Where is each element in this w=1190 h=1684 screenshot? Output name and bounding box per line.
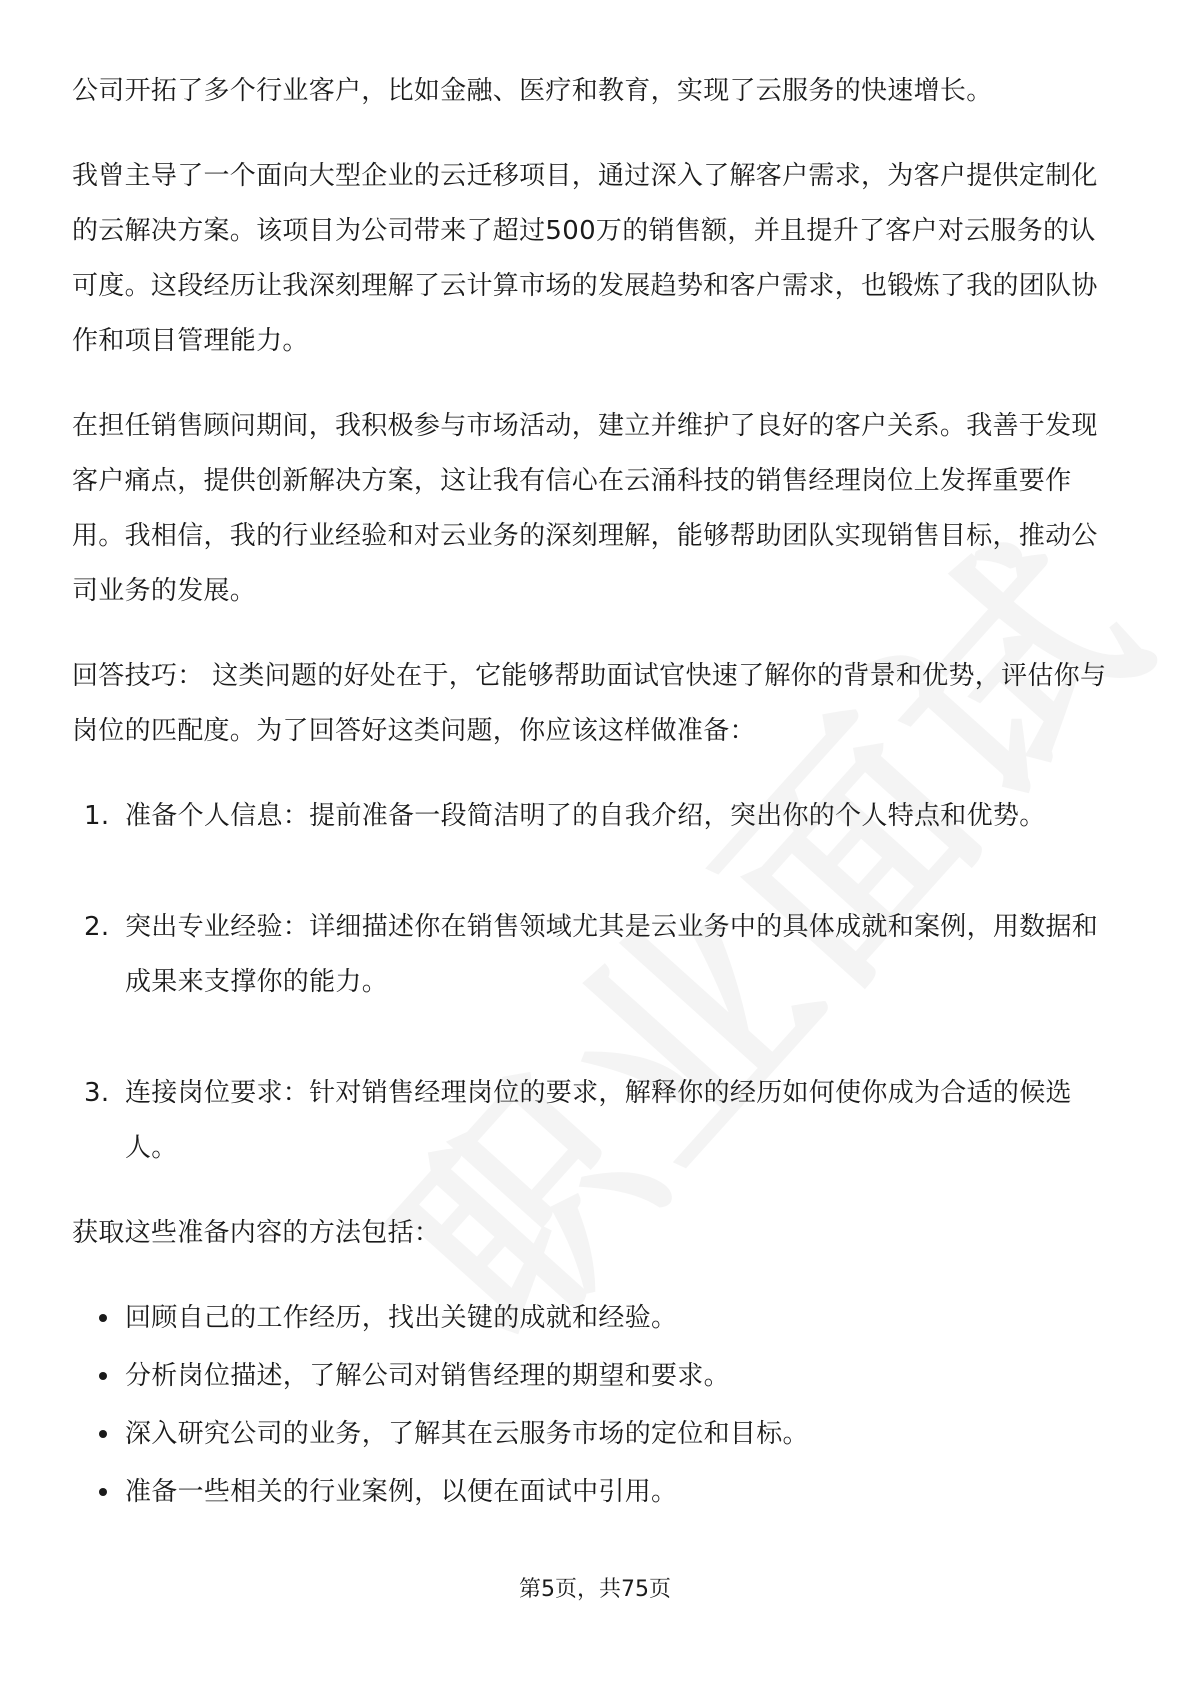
list-item-text: 准备一些相关的行业案例，以便在面试中引用。 [125,1477,678,1507]
methods-list [72,1289,1118,1521]
page-number-footer: 第5页，共75页 [519,1577,671,1602]
list-number: 3. [84,1078,110,1108]
list-item-text: 连接岗位要求：针对销售经理岗位的要求，解释你的经历如何使你成为合适的候选人。 [125,1078,1072,1163]
list-item-text: 突出专业经验：详细描述你在销售领域尤其是云业务中的具体成就和案例，用数据和成果来支撑你的能力。 [125,912,1099,997]
document-page [72,64,1118,1521]
list-item [72,1463,1118,1521]
bullet-icon [99,1430,107,1438]
list-item [72,1289,1118,1347]
list-item [72,789,1118,844]
list-item [72,1066,1118,1176]
list-item-text: 准备个人信息：提前准备一段简洁明了的自我介绍，突出你的个人特点和优势。 [125,801,1046,831]
list-number: 1. [84,801,110,831]
list-item [72,1347,1118,1405]
methods-intro: 获取这些准备内容的方法包括： [72,1218,441,1248]
list-item-text: 回顾自己的工作经历，找出关键的成就和经验。 [125,1303,678,1333]
bullet-icon [99,1488,107,1496]
list-item [72,1405,1118,1463]
answer-tips-paragraph: 回答技巧： 这类问题的好处在于，它能够帮助面试官快速了解你的背景和优势，评估你与岗位的匹配度。为了回答好这类问题，你应该这样做准备： [72,661,1107,746]
list-number: 2. [84,912,110,942]
paragraph-3: 在担任销售顾问期间，我积极参与市场活动，建立并维护了良好的客户关系。我善于发现客户痛点，提供创新解决方案，这让我有信心在云涌科技的销售经理岗位上发挥重要作用。我相信，我的行业经验和对云业务的深刻理解，能够帮助团队实现销售目标，推动公司业务的发展。 [72,411,1098,606]
paragraph-1: 公司开拓了多个行业客户，比如金融、医疗和教育，实现了云服务的快速增长。 [72,76,993,106]
paragraph-2: 我曾主导了一个面向大型企业的云迁移项目，通过深入了解客户需求，为客户提供定制化的云解决方案。该项目为公司带来了超过500万的销售额，并且提升了客户对云服务的认可度。这段经历让我深刻理解了云计算市场的发展趋势和客户需求，也锻炼了我的团队协作和项目管理能力。 [72,161,1098,356]
list-item-text: 深入研究公司的业务，了解其在云服务市场的定位和目标。 [125,1419,809,1449]
bullet-icon [99,1314,107,1322]
preparation-steps-list [72,789,1118,1176]
list-item [72,900,1118,1010]
bullet-icon [99,1372,107,1380]
list-item-text: 分析岗位描述，了解公司对销售经理的期望和要求。 [125,1361,730,1391]
